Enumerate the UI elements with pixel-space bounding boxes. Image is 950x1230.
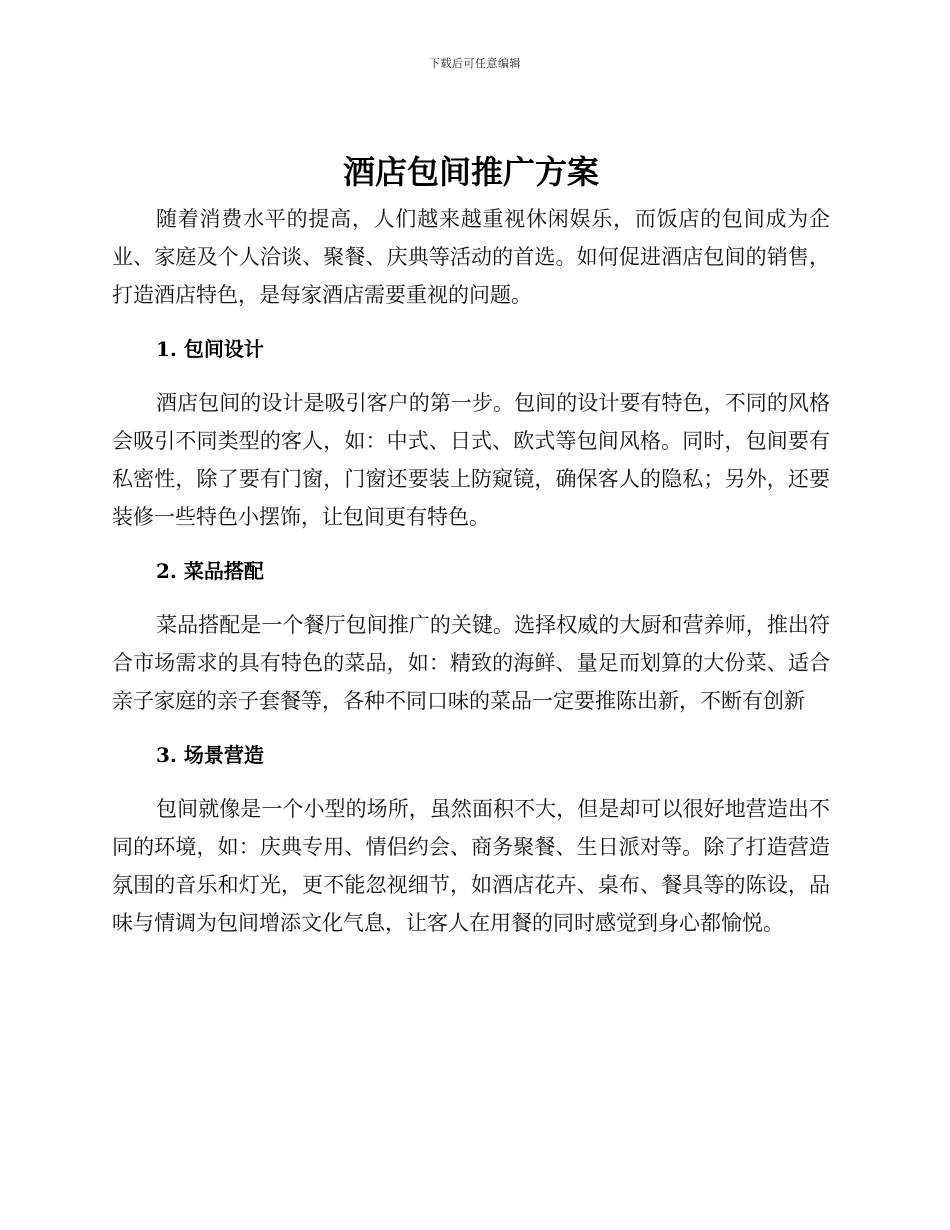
section-heading-scene: 3. 场景营造 xyxy=(156,743,264,767)
document-content xyxy=(112,148,830,942)
section-body-scene: 包间就像是一个小型的场所，虽然面积不大，但是却可以很好地营造出不同的环境，如：庆典专用、情侣约会、商务聚餐、生日派对等。除了打造营造氛围的音乐和灯光，更不能忽视细节，如酒店花卉、桌布、餐具等的陈设，品味与情调为包间增添文化气息，让客人在用餐的同时感觉到身心都愉悦。 xyxy=(112,797,830,935)
document-title: 酒店包间推广方案 xyxy=(342,153,599,191)
intro-paragraph: 随着消费水平的提高，人们越来越重视休闲娱乐，而饭店的包间成为企业、家庭及个人洽谈、聚餐、庆典等活动的首选。如何促进酒店包间的销售，打造酒店特色，是每家酒店需要重视的问题。 xyxy=(112,207,830,307)
section-heading-dishes: 2. 菜品搭配 xyxy=(156,559,264,583)
section-body-dishes: 菜品搭配是一个餐厅包间推广的关键。选择权威的大厨和营养师，推出符合市场需求的具有特色的菜品，如：精致的海鲜、量足而划算的大份菜、适合亲子家庭的亲子套餐等，各种不同口味的菜品一定要推陈出新，不断有创新 xyxy=(112,613,830,713)
header-note: 下载后可任意编辑 xyxy=(429,57,521,70)
section-body-design: 酒店包间的设计是吸引客户的第一步。包间的设计要有特色，不同的风格会吸引不同类型的客人，如：中式、日式、欧式等包间风格。同时，包间要有私密性，除了要有门窗，门窗还要装上防窥镜，确保客人的隐私；另外，还要装修一些特色小摆饰，让包间更有特色。 xyxy=(112,391,830,529)
section-heading-design: 1. 包间设计 xyxy=(156,337,264,361)
